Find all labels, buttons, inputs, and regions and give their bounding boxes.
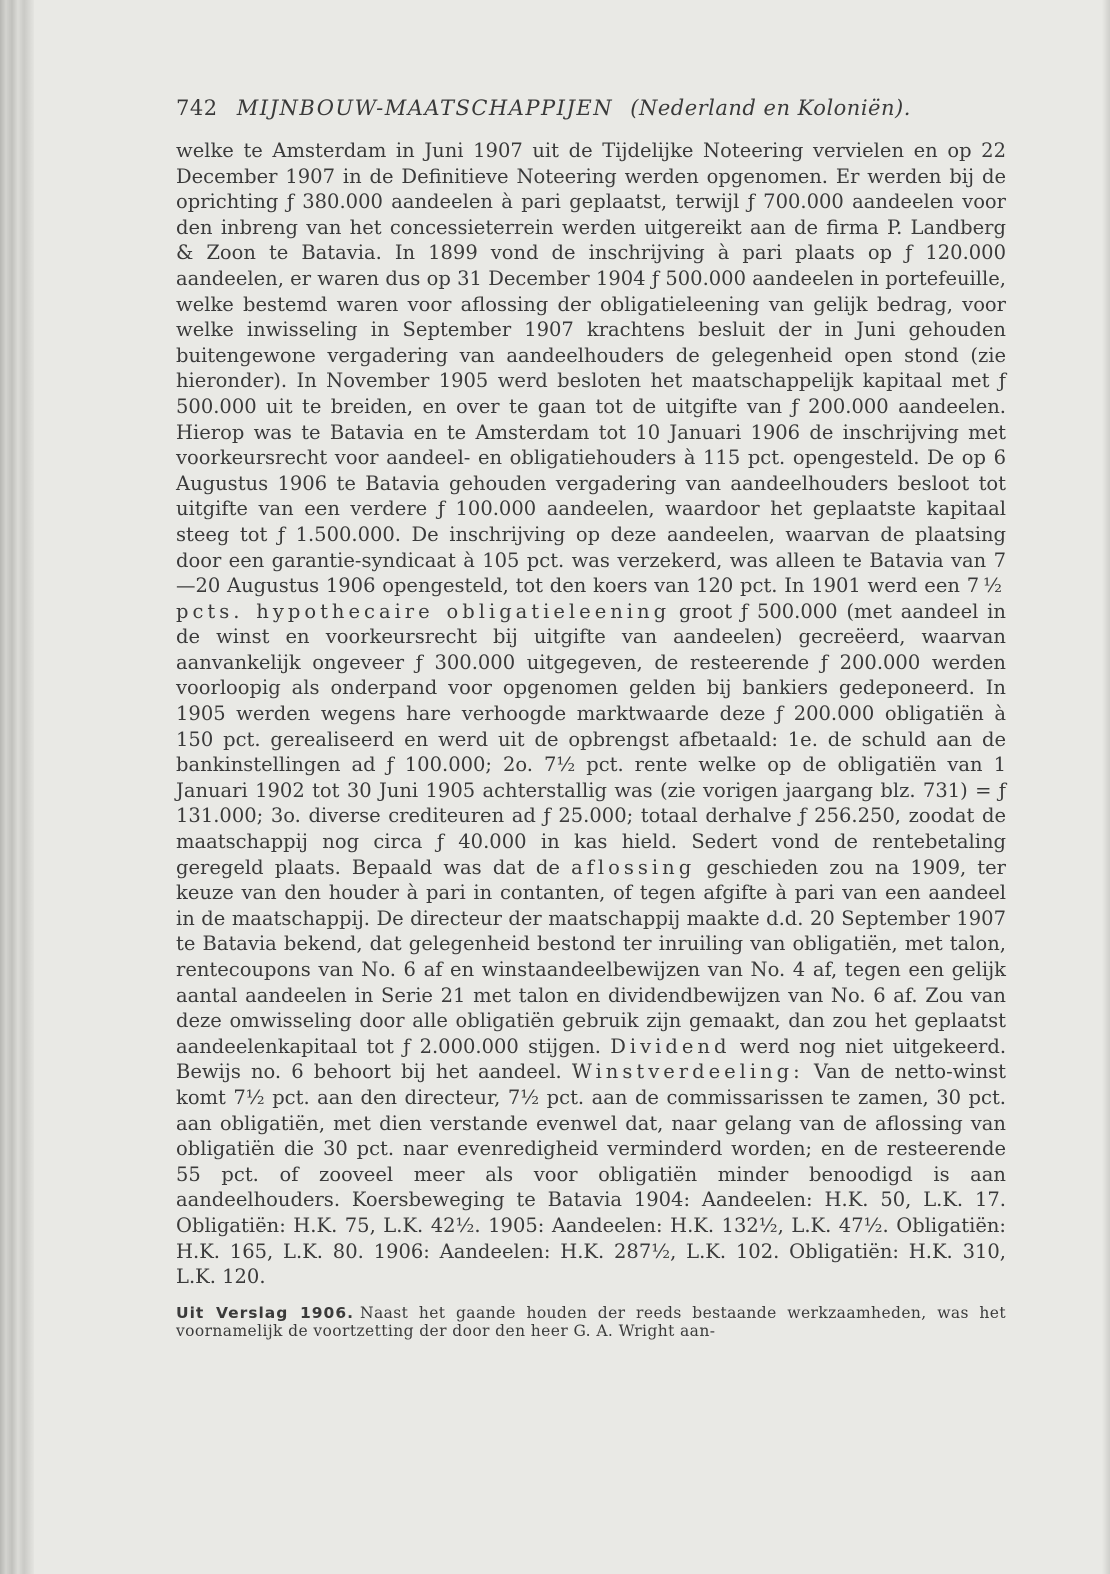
body-text-4: werd nog niet uitgekeerd. Bewijs no. 6 behoort bij het aandeel. bbox=[176, 1034, 1007, 1084]
report-lead: Uit Verslag 1906. bbox=[176, 1303, 355, 1322]
running-header bbox=[176, 96, 1006, 120]
running-title: MIJNBOUW-MAATSCHAPPIJEN bbox=[236, 96, 614, 120]
spaced-term-dividend: Dividend bbox=[610, 1034, 731, 1058]
book-binding-shadow bbox=[0, 0, 34, 1574]
body-paragraph bbox=[176, 138, 1006, 1290]
spaced-term-obligatieleening: 7½ pcts. hypothecaire obligatieleening bbox=[176, 574, 1006, 623]
page bbox=[176, 96, 1006, 1341]
report-paragraph bbox=[176, 1304, 1006, 1341]
report-text: Naast het gaande houden der reeds bestaande werkzaamheden, was het voornamelijk de voortzetting der door den heer G. A. Wright aan- bbox=[176, 1303, 1007, 1341]
spaced-term-winstverdeeling: Winstverdeeling: bbox=[571, 1060, 804, 1084]
spaced-term-aflossing: aflossing bbox=[571, 855, 696, 879]
body-text-3: geschieden zou na 1909, ter keuze van den houder à pari in contanten, of tegen afgifte à pari van een aandeel in de maatschappij. De directeur der maatschappij maakte d.d. 20 September 1907 te Batavia bekend, dat gelegenheid bestond ter inruiling van obligatiën, met talon, rentecoupons van No. 6 af en winstaandeelbewijzen van No. 4 af, tegen een gelijk aantal aandeelen in Serie 21 met talon en dividendbewijzen van No. 6 af. Zou van deze omwisseling door alle obligatiën gebruik zijn gemaakt, dan zou het geplaatst aandeelenkapitaal tot ƒ 2.000.000 stijgen. bbox=[176, 855, 1007, 1058]
body-text-5: Van de netto-winst komt 7½ pct. aan den directeur, 7½ pct. aan de commissarissen te zamen, 30 pct. aan obligatiën, met dien verstande evenwel dat, naar gelang van de aflossing van obligatiën die 30 pct. naar evenredigheid verminderd worden; en de resteerende 55 pct. of zooveel meer als voor obligatiën minder benoodigd is aan aandeelhouders. Koersbeweging te Batavia 1904: Aandeelen: H.K. 50, L.K. 17. Obligatiën: H.K. 75, L.K. 42½. 1905: Aandeelen: H.K. 132½, L.K. 47½. Obligatiën: H.K. 165, L.K. 80. 1906: Aandeelen: H.K. 287½, L.K. 102. Obligatiën: H.K. 310, L.K. 120. bbox=[176, 1060, 1006, 1289]
page-edge-shadow bbox=[1102, 0, 1110, 1574]
page-number: 742 bbox=[176, 96, 218, 120]
body-text-1: welke te Amsterdam in Juni 1907 uit de Tijdelijke Noteering vervielen en op 22 December 1907 in de Definitieve Noteering werden opgenomen. Er werden bij de oprichting ƒ 380.000 aandeelen à pari geplaatst, terwijl ƒ 700.000 aandeelen voor den inbreng van het concessieterrein werden uitgereikt aan de firma P. Landberg & Zoon te Batavia. In 1899 vond de inschrijving à pari plaats op ƒ 120.000 aandeelen, er waren dus op 31 December 1904 ƒ 500.000 aandeelen in portefeuille, welke bestemd waren voor aflossing der obligatieleening van gelijk bedrag, voor welke inwisseling in September 1907 krachtens besluit der in Juni gehouden buitengewone vergadering van aandeelhouders de gelegenheid open stond (zie hieronder). In November 1905 werd besloten het maatschappelijk kapitaal met ƒ 500.000 uit te breiden, en over te gaan tot de uitgifte van ƒ 200.000 aandeelen. Hierop was te Batavia en te Amsterdam tot 10 Januari 1906 de inschrijving met voorkeursrecht voor aandeel- en obligatiehouders à 115 pct. opengesteld. De op 6 Augustus 1906 te Batavia gehouden vergadering van aandeelhouders besloot tot uitgifte van een verdere ƒ 100.000 aandeelen, waardoor het geplaatste kapitaal steeg tot ƒ 1.500.000. De inschrijving op deze aandeelen, waarvan de plaatsing door een garantie-syndicaat à 105 pct. was verzekerd, was alleen te Batavia van 7—20 Augustus 1906 opengesteld, tot den koers van 120 pct. In 1901 werd een bbox=[176, 139, 1006, 598]
running-subtitle: (Nederland en Koloniën). bbox=[630, 96, 911, 120]
body-text-2: groot ƒ 500.000 (met aandeel in de winst en voorkeursrecht bij uitgifte van aandeelen) gecreëerd, waarvan aanvankelijk ongeveer ƒ 300.000 uitgegeven, de resteerende ƒ 200.000 werden voorloopig als onderpand voor opgenomen gelden bij bankiers gedeponeerd. In 1905 werden wegens hare verhoogde marktwaarde deze ƒ 200.000 obligatiën à 150 pct. gerealiseerd en werd uit de opbrengst afbetaald: 1e. de schuld aan de bankinstellingen ad ƒ 100.000; 2o. 7½ pct. rente welke op de obligatiën van 1 Januari 1902 tot 30 Juni 1905 achterstallig was (zie vorigen jaargang blz. 731) = ƒ 131.000; 3o. diverse crediteuren ad ƒ 25.000; totaal derhalve ƒ 256.250, zoodat de maatschappij nog circa ƒ 40.000 in kas hield. Sedert vond de rentebetaling geregeld plaats. Bepaald was dat de bbox=[176, 599, 1006, 879]
